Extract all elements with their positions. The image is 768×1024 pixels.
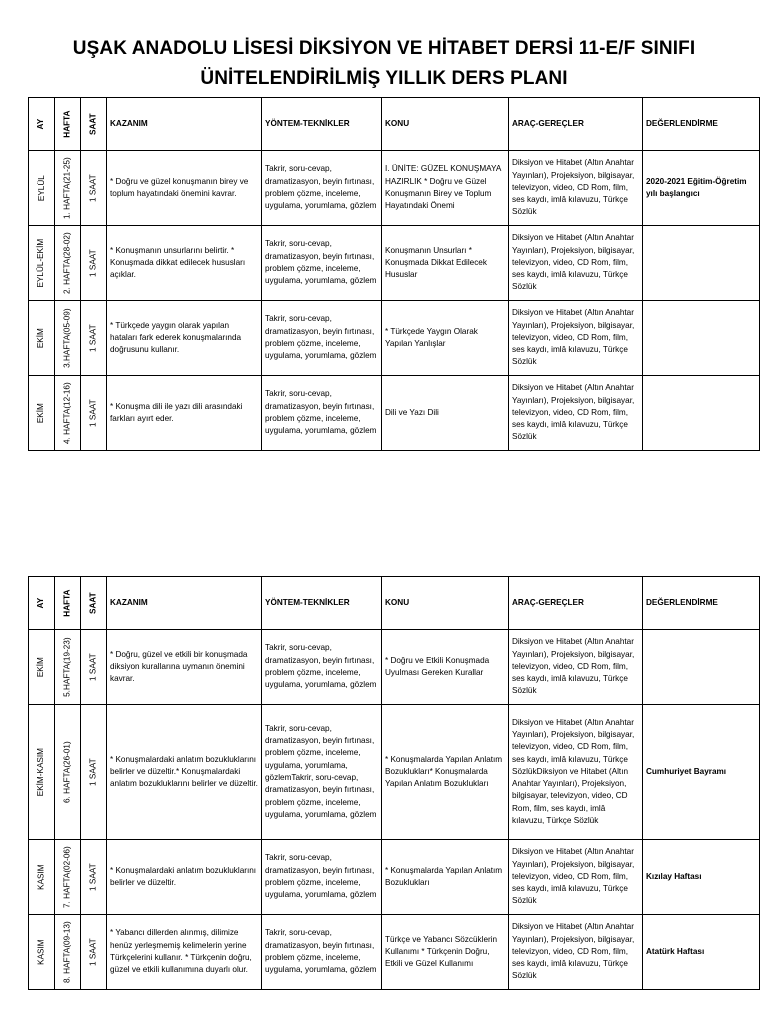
header-konu: KONU bbox=[382, 98, 509, 151]
cell-arac: Diksiyon ve Hitabet (Altın Anahtar Yayınları), Projeksiyon, bilgisayar, televizyon, video, CD Rom, film, ses kaydı, imlâ kılavuzu, Türkçe Sözlük bbox=[509, 376, 643, 451]
table-row bbox=[29, 301, 760, 376]
header-ay: AY bbox=[29, 98, 55, 151]
table-header-row bbox=[29, 577, 760, 630]
cell-saat: 1 SAAT bbox=[81, 630, 107, 705]
cell-saat: 1 SAAT bbox=[81, 226, 107, 301]
cell-yontem: Takrir, soru-cevap, dramatizasyon, beyin fırtınası, problem çözme, inceleme, uygulama, yorumlama, gözlem bbox=[262, 630, 382, 705]
cell-degerlendirme: 2020-2021 Eğitim-Öğretim yılı başlangıcı bbox=[643, 151, 760, 226]
header-kazanim: KAZANIM bbox=[107, 577, 262, 630]
table-row bbox=[29, 705, 760, 840]
cell-saat: 1 SAAT bbox=[81, 301, 107, 376]
table-row bbox=[29, 376, 760, 451]
cell-ay: KASIM bbox=[29, 915, 55, 990]
cell-ay: EYLÜL bbox=[29, 151, 55, 226]
cell-hafta: 6. HAFTA(26-01) bbox=[55, 705, 81, 840]
table-row bbox=[29, 630, 760, 705]
cell-yontem: Takrir, soru-cevap, dramatizasyon, beyin fırtınası, problem çözme, inceleme, uygulama, yorumlama, gözlem bbox=[262, 840, 382, 915]
cell-hafta: 7. HAFTA(02-06) bbox=[55, 840, 81, 915]
cell-kazanim: * Konuşmalardaki anlatım bozukluklarını belirler ve düzeltir.* Konuşmalardaki anlatım bozukluklarını belirler ve düzeltir. bbox=[107, 705, 262, 840]
cell-hafta: 8. HAFTA(09-13) bbox=[55, 915, 81, 990]
cell-degerlendirme: Atatürk Haftası bbox=[643, 915, 760, 990]
cell-degerlendirme: Cumhuriyet Bayramı bbox=[643, 705, 760, 840]
cell-arac: Diksiyon ve Hitabet (Altın Anahtar Yayınları), Projeksiyon, bilgisayar, televizyon, video, CD Rom, film, ses kaydı, imlâ kılavuzu, Türkçe Sözlük bbox=[509, 301, 643, 376]
cell-konu: * Konuşmalarda Yapılan Anlatım Bozuklukları* Konuşmalarda Yapılan Anlatım Bozuklukları bbox=[382, 705, 509, 840]
cell-saat: 1 SAAT bbox=[81, 151, 107, 226]
cell-saat: 1 SAAT bbox=[81, 376, 107, 451]
cell-arac: Diksiyon ve Hitabet (Altın Anahtar Yayınları), Projeksiyon, bilgisayar, televizyon, video, CD Rom, film, ses kaydı, imlâ kılavuzu, Türkçe Sözlük bbox=[509, 915, 643, 990]
cell-hafta: 1. HAFTA(21-25) bbox=[55, 151, 81, 226]
cell-arac: Diksiyon ve Hitabet (Altın Anahtar Yayınları), Projeksiyon, bilgisayar, televizyon, video, CD Rom, film, ses kaydı, imlâ kılavuzu, Türkçe Sözlük bbox=[509, 840, 643, 915]
cell-saat: 1 SAAT bbox=[81, 840, 107, 915]
plan-table-2 bbox=[28, 576, 760, 990]
cell-kazanim: * Konuşma dili ile yazı dili arasındaki farkları ayırt eder. bbox=[107, 376, 262, 451]
cell-arac: Diksiyon ve Hitabet (Altın Anahtar Yayınları), Projeksiyon, bilgisayar, televizyon, video, CD Rom, film, ses kaydı, imlâ kılavuzu, Türkçe Sözlük bbox=[509, 151, 643, 226]
cell-konu: * Doğru ve Etkili Konuşmada Uyulması Gereken Kurallar bbox=[382, 630, 509, 705]
cell-kazanim: * Doğru ve güzel konuşmanın birey ve toplum hayatındaki önemini kavrar. bbox=[107, 151, 262, 226]
cell-degerlendirme bbox=[643, 630, 760, 705]
cell-kazanim: * Yabancı dillerden alınmış, dilimize henüz yerleşmemiş kelimelerin yerine Türkçelerini kullanır. * Türkçenin doğru, güzel ve etkili kullanımına duyarlı olur. bbox=[107, 915, 262, 990]
cell-ay: EKİM bbox=[29, 301, 55, 376]
cell-saat: 1 SAAT bbox=[81, 915, 107, 990]
cell-konu: Dili ve Yazı Dili bbox=[382, 376, 509, 451]
cell-degerlendirme bbox=[643, 226, 760, 301]
cell-yontem: Takrir, soru-cevap, dramatizasyon, beyin fırtınası, problem çözme, inceleme, uygulama, yorumlama, gözlem bbox=[262, 376, 382, 451]
table-row bbox=[29, 226, 760, 301]
cell-hafta: 2. HAFTA(28-02) bbox=[55, 226, 81, 301]
header-degerlendirme: DEĞERLENDİRME bbox=[643, 577, 760, 630]
header-degerlendirme: DEĞERLENDİRME bbox=[643, 98, 760, 151]
cell-ay: EKİM bbox=[29, 630, 55, 705]
header-kazanim: KAZANIM bbox=[107, 98, 262, 151]
document-subtitle: ÜNİTELENDİRİLMİŞ YILLIK DERS PLANI bbox=[200, 68, 568, 89]
cell-ay: EKİM bbox=[29, 376, 55, 451]
cell-konu: * Türkçede Yaygın Olarak Yapılan Yanlışlar bbox=[382, 301, 509, 376]
cell-yontem: Takrir, soru-cevap, dramatizasyon, beyin fırtınası, problem çözme, inceleme, uygulama, yorumlama, gözlem bbox=[262, 301, 382, 376]
table-row bbox=[29, 840, 760, 915]
header-saat: SAAT bbox=[81, 98, 107, 151]
header-yontem: YÖNTEM-TEKNİKLER bbox=[262, 98, 382, 151]
cell-arac: Diksiyon ve Hitabet (Altın Anahtar Yayınları), Projeksiyon, bilgisayar, televizyon, video, CD Rom, film, ses kaydı, imlâ kılavuzu, Türkçe Sözlük bbox=[509, 630, 643, 705]
cell-kazanim: * Doğru, güzel ve etkili bir konuşmada diksiyon kurallarına uymanın önemini kavrar. bbox=[107, 630, 262, 705]
header-yontem: YÖNTEM-TEKNİKLER bbox=[262, 577, 382, 630]
cell-yontem: Takrir, soru-cevap, dramatizasyon, beyin fırtınası, problem çözme, inceleme, uygulama, yorumlama, gözlemTakrir, soru-cevap, dramatizasyon, beyin fırtınası, problem çözme, inceleme, uygulama, yorumlama, gözlem bbox=[262, 705, 382, 840]
header-ay: AY bbox=[29, 577, 55, 630]
header-hafta: HAFTA bbox=[55, 577, 81, 630]
cell-degerlendirme bbox=[643, 301, 760, 376]
cell-arac: Diksiyon ve Hitabet (Altın Anahtar Yayınları), Projeksiyon, bilgisayar, televizyon, video, CD Rom, film, ses kaydı, imlâ kılavuzu, Türkçe SözlükDiksiyon ve Hitabet (Altın Anahtar Yayınları), Projeksiyon, bilgisayar, televizyon, video, CD Rom, film, ses kaydı, imlâ kılavuzu, Türkçe Sözlük bbox=[509, 705, 643, 840]
cell-konu: Türkçe ve Yabancı Sözcüklerin Kullanımı * Türkçenin Doğru, Etkili ve Güzel Kullanımı bbox=[382, 915, 509, 990]
cell-ay: EKİM-KASIM bbox=[29, 705, 55, 840]
document-title: UŞAK ANADOLU LİSESİ DİKSİYON VE HİTABET DERSİ 11-E/F SINIFI bbox=[72, 38, 696, 59]
cell-arac: Diksiyon ve Hitabet (Altın Anahtar Yayınları), Projeksiyon, bilgisayar, televizyon, video, CD Rom, film, ses kaydı, imlâ kılavuzu, Türkçe Sözlük bbox=[509, 226, 643, 301]
cell-kazanim: * Türkçede yaygın olarak yapılan hataları fark ederek konuşmalarında doğrusunu kullanır. bbox=[107, 301, 262, 376]
header-konu: KONU bbox=[382, 577, 509, 630]
cell-yontem: Takrir, soru-cevap, dramatizasyon, beyin fırtınası, problem çözme, inceleme, uygulama, yorumlama, gözlem bbox=[262, 151, 382, 226]
cell-yontem: Takrir, soru-cevap, dramatizasyon, beyin fırtınası, problem çözme, inceleme, uygulama, yorumlama, gözlem bbox=[262, 226, 382, 301]
cell-degerlendirme bbox=[643, 376, 760, 451]
cell-hafta: 3.HAFTA(05-09) bbox=[55, 301, 81, 376]
cell-saat: 1 SAAT bbox=[81, 705, 107, 840]
cell-ay: KASIM bbox=[29, 840, 55, 915]
cell-yontem: Takrir, soru-cevap, dramatizasyon, beyin fırtınası, problem çözme, inceleme, uygulama, yorumlama, gözlem bbox=[262, 915, 382, 990]
plan-table-1 bbox=[28, 97, 760, 451]
header-hafta: HAFTA bbox=[55, 98, 81, 151]
table-row bbox=[29, 915, 760, 990]
cell-hafta: 4. HAFTA(12-16) bbox=[55, 376, 81, 451]
cell-konu: I. ÜNİTE: GÜZEL KONUŞMAYA HAZIRLIK * Doğru ve Güzel Konuşmanın Birey ve Toplum Hayatındaki Önemi bbox=[382, 151, 509, 226]
table-header-row bbox=[29, 98, 760, 151]
cell-konu: * Konuşmalarda Yapılan Anlatım Bozuklukları bbox=[382, 840, 509, 915]
cell-hafta: 5.HAFTA(19-23) bbox=[55, 630, 81, 705]
cell-kazanim: * Konuşmalardaki anlatım bozukluklarını belirler ve düzeltir. bbox=[107, 840, 262, 915]
cell-ay: EYLÜL-EKİM bbox=[29, 226, 55, 301]
table-row bbox=[29, 151, 760, 226]
cell-degerlendirme: Kızılay Haftası bbox=[643, 840, 760, 915]
header-arac: ARAÇ-GEREÇLER bbox=[509, 98, 643, 151]
header-saat: SAAT bbox=[81, 577, 107, 630]
header-arac: ARAÇ-GEREÇLER bbox=[509, 577, 643, 630]
cell-kazanim: * Konuşmanın unsurlarını belirtir. * Konuşmada dikkat edilecek hususları açıklar. bbox=[107, 226, 262, 301]
cell-konu: Konuşmanın Unsurları * Konuşmada Dikkat Edilecek Hususlar bbox=[382, 226, 509, 301]
